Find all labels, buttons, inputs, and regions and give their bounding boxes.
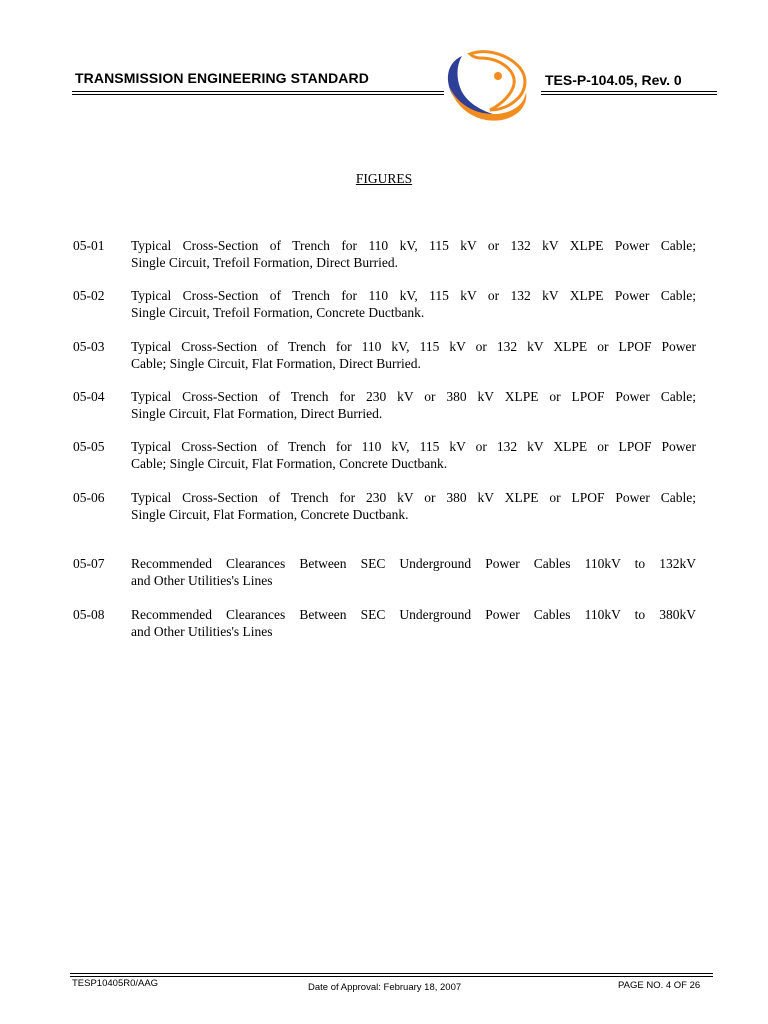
figure-number: 05-08 [73,607,105,622]
footer-page-number: PAGE NO. 4 OF 26 [618,980,701,991]
figure-caption-line: Recommended Clearances Between SEC Underground Power Cables 110kV to 132kV [131,556,696,571]
figure-caption-line: and Other Utilities's Lines [131,573,273,588]
figure-caption-line: Single Circuit, Trefoil Formation, Concrete Ductbank. [131,305,425,320]
header-rule-left-1 [72,91,444,92]
figure-caption [131,489,696,523]
figure-number: 05-07 [73,556,105,571]
footer-rule-2 [70,976,713,977]
figure-caption [131,438,696,472]
figure-caption-line: Typical Cross-Section of Trench for 110 kV, 115 kV or 132 kV XLPE or LPOF Power [131,439,696,454]
figure-number: 05-02 [73,288,105,303]
figure-caption-line: Typical Cross-Section of Trench for 110 kV, 115 kV or 132 kV XLPE Power Cable; [131,288,696,303]
figure-caption-line: Typical Cross-Section of Trench for 230 kV or 380 kV XLPE or LPOF Power Cable; [131,490,696,505]
sec-logo-icon [440,48,530,124]
figure-caption-line: Recommended Clearances Between SEC Underground Power Cables 110kV to 380kV [131,607,696,622]
figure-caption-line: Typical Cross-Section of Trench for 110 kV, 115 kV or 132 kV XLPE or LPOF Power [131,339,696,354]
figure-caption-line: Typical Cross-Section of Trench for 230 kV or 380 kV XLPE or LPOF Power Cable; [131,389,696,404]
document-id: TES-P-104.05, Rev. 0 [545,72,682,88]
section-title: FIGURES [355,171,413,186]
header-rule-left-2 [72,94,444,95]
figure-number: 05-04 [73,389,105,404]
figure-caption-line: Cable; Single Circuit, Flat Formation, Concrete Ductbank. [131,456,448,471]
figure-number: 05-06 [73,490,105,505]
figure-caption [131,388,696,422]
figure-number: 05-05 [73,439,105,454]
figure-caption-line: Cable; Single Circuit, Flat Formation, Direct Burried. [131,356,421,371]
section-title-wrap [0,170,768,188]
header-rule-right-2 [541,94,717,95]
footer-approval-date: Date of Approval: February 18, 2007 [308,982,462,993]
figure-caption-line: and Other Utilities's Lines [131,624,273,639]
footer-rule-1 [70,973,713,974]
figure-caption [131,237,696,271]
figure-caption-line: Single Circuit, Flat Formation, Direct Burried. [131,406,383,421]
footer-file-code: TESP10405R0/AAG [72,978,159,989]
header-rule-right-1 [541,91,717,92]
header-title: TRANSMISSION ENGINEERING STANDARD [75,70,369,86]
figure-number: 05-01 [73,238,105,253]
figure-caption-line: Typical Cross-Section of Trench for 110 kV, 115 kV or 132 kV XLPE Power Cable; [131,238,696,253]
figure-caption [131,287,696,321]
figure-caption-line: Single Circuit, Flat Formation, Concrete Ductbank. [131,507,409,522]
figure-caption [131,338,696,372]
figure-number: 05-03 [73,339,105,354]
figure-caption-line: Single Circuit, Trefoil Formation, Direct Burried. [131,255,398,270]
figure-caption [131,555,696,589]
figure-caption [131,606,696,640]
